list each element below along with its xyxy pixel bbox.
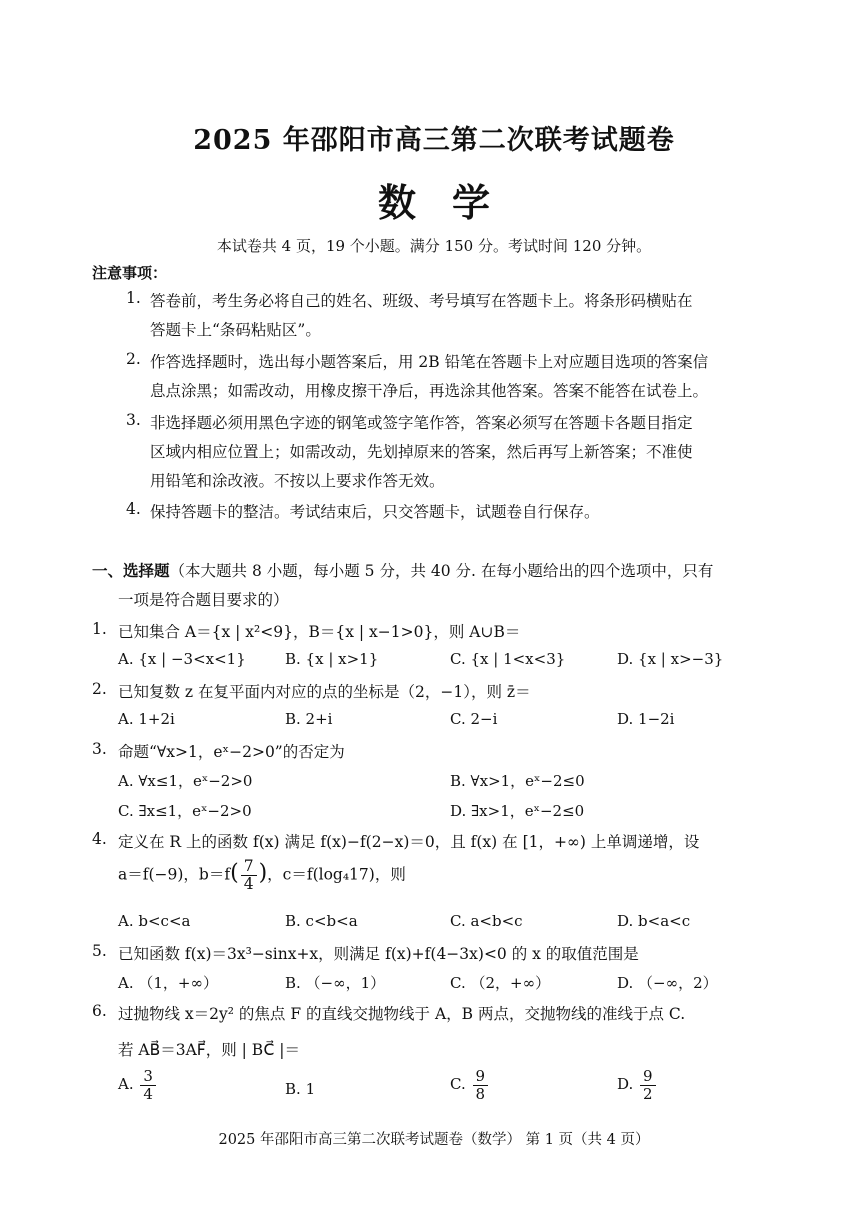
- question-number: 5.: [92, 942, 107, 960]
- option-a: A. b<c<a: [118, 912, 191, 930]
- fraction: [473, 1068, 489, 1102]
- option-b: B. c<b<a: [285, 912, 358, 930]
- question-number: 4.: [92, 830, 107, 848]
- question-number: 2.: [92, 680, 107, 698]
- option-c: C. ∃x≤1，eˣ−2>0: [118, 802, 252, 820]
- page-footer: 2025 年邵阳市高三第二次联考试题卷（数学） 第 1 页（共 4 页）: [218, 1132, 650, 1148]
- option-d: D. 1−2i: [617, 710, 675, 728]
- option-label: D.: [617, 1075, 634, 1093]
- notice-item-number: 1.: [126, 289, 141, 307]
- question-number: 6.: [92, 1002, 107, 1020]
- option-label: C.: [450, 1075, 466, 1093]
- option-a: A. 1+2i: [118, 710, 175, 728]
- notice-line: 作答选择题时，选出每小题答案后，用 2B 铅笔在答题卡上对应题目选项的答案信: [150, 353, 709, 371]
- option-label: A.: [118, 1075, 134, 1093]
- option-c: C. 2−i: [450, 710, 498, 728]
- exam-title: 2025 年邵阳市高三第二次联考试题卷: [193, 125, 675, 156]
- question-stem: 已知复数 z 在复平面内对应的点的坐标是（2，−1），则 z̄＝: [118, 683, 531, 701]
- option-c: C. {x | 1<x<3}: [450, 650, 566, 668]
- option-b: B. ∀x>1，eˣ−2≤0: [450, 772, 585, 790]
- question-stem: 已知集合 A＝{x | x²<9}，B＝{x | x−1>0}，则 A∪B＝: [118, 623, 521, 641]
- option-b: [285, 1080, 315, 1098]
- notice-item-number: 2.: [126, 350, 141, 368]
- option-d: [617, 1068, 658, 1102]
- option-b: B. 2+i: [285, 710, 333, 728]
- fraction-denominator: 2: [643, 1084, 653, 1103]
- notice-line: 息点涂黑；如需改动，用橡皮擦干净后，再选涂其他答案。答案不能答在试卷上。: [150, 382, 709, 400]
- question-stem: 命题“∀x>1，eˣ−2>0”的否定为: [118, 743, 345, 761]
- section-label: 一、选择题: [92, 561, 170, 580]
- stem-part: ，c＝f(log₄17)，则: [267, 865, 406, 884]
- notice-item-number: 3.: [126, 411, 141, 429]
- option-value: 1: [305, 1080, 316, 1098]
- question-number: 1.: [92, 620, 107, 638]
- stem-part: a＝f(−9)，b＝f: [118, 865, 231, 884]
- notice-line: 用铅笔和涂改液。不按以上要求作答无效。: [150, 472, 445, 490]
- question-stem: 已知函数 f(x)＝3x³−sinx+x，则满足 f(x)+f(4−3x)<0 的 x 的取值范围是: [118, 945, 639, 963]
- notice-line: 区域内相应位置上；如需改动，先划掉原来的答案，然后再写上新答案；不准使: [150, 443, 693, 461]
- option-a: A. ∀x≤1，eˣ−2>0: [118, 772, 253, 790]
- notice-line: 保持答题卡的整洁。考试结束后，只交答题卡，试题卷自行保存。: [150, 503, 600, 521]
- section-heading: [92, 559, 713, 581]
- fraction-denominator: 4: [143, 1084, 153, 1103]
- section-desc: （本大题共 8 小题，每小题 5 分，共 40 分. 在每小题给出的四个选项中，只有: [169, 562, 714, 580]
- question-number: 3.: [92, 740, 107, 758]
- fraction-numerator: 9: [640, 1068, 656, 1086]
- notice-heading: 注意事项：: [92, 264, 168, 282]
- option-a: A. （1，+∞）: [118, 974, 218, 992]
- option-c: C. （2，+∞）: [450, 974, 551, 992]
- option-d: D. b<a<c: [617, 912, 691, 930]
- notice-line: 答卷前，考生务必将自己的姓名、班级、考号填写在答题卡上。将条形码横贴在: [150, 292, 693, 310]
- option-d: D. （−∞，2）: [617, 974, 718, 992]
- notice-line: 非选择题必须用黑色字迹的钢笔或签字笔作答，答案必须写在答题卡各题目指定: [150, 414, 693, 432]
- fraction-numerator: 3: [140, 1068, 156, 1086]
- fraction-denominator: 4: [243, 875, 254, 894]
- fraction: [640, 1068, 656, 1102]
- option-b: B. （−∞，1）: [285, 974, 386, 992]
- option-a: [118, 1068, 158, 1102]
- fraction-denominator: 8: [475, 1084, 486, 1103]
- fraction: [241, 858, 257, 893]
- question-stem-cont: a＝f(−9)，b＝f( $\frac{7}{4}$ )，c＝f(log₄17)，则: [118, 857, 406, 894]
- question-stem: 定义在 R 上的函数 f(x) 满足 f(x)−f(2−x)＝0，且 f(x) 在 [1，+∞) 上单调递增，设: [118, 833, 700, 851]
- question-stem: 过抛物线 x＝2y² 的焦点 F 的直线交抛物线于 A，B 两点，交抛物线的准线于点 C.: [118, 1005, 686, 1023]
- option-b: B. {x | x>1}: [285, 650, 379, 668]
- option-c: [450, 1068, 490, 1102]
- option-c: C. a<b<c: [450, 912, 523, 930]
- question-stem-cont: 若 AB⃗＝3AF⃗，则 | BC⃗ |＝: [118, 1041, 300, 1059]
- option-label: B.: [285, 1080, 301, 1098]
- option-d: D. {x | x>−3}: [617, 650, 724, 668]
- notice-line: 答题卡上“条码粘贴区”。: [150, 321, 321, 339]
- fraction: [140, 1068, 156, 1102]
- fraction-numerator: 9: [473, 1068, 489, 1086]
- fraction-numerator: 7: [241, 858, 257, 876]
- subject-title: 数学: [377, 180, 526, 225]
- section-desc-cont: 一项是符合题目要求的）: [118, 591, 289, 609]
- option-d: D. ∃x>1，eˣ−2≤0: [450, 802, 585, 820]
- option-a: A. {x | −3<x<1}: [118, 650, 246, 668]
- exam-info: 本试卷共 4 页，19 个小题。满分 150 分。考试时间 120 分钟。: [216, 237, 652, 255]
- notice-item-number: 4.: [126, 500, 141, 518]
